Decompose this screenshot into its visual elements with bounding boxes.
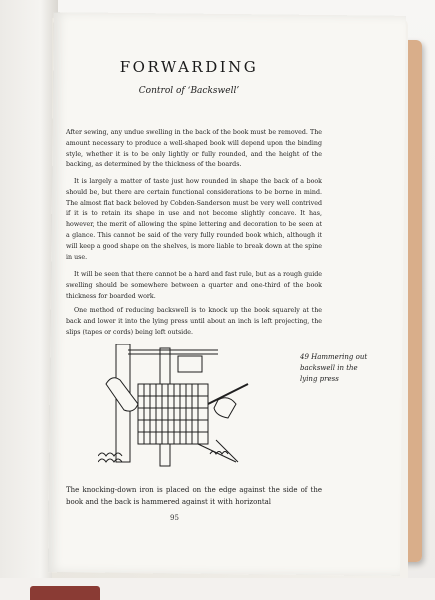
section-subtitle: Control of ‘Backswell’ [138, 86, 240, 96]
paragraph-2: It is largely a matter of taste just how rounded in shape the back of a book should be, but there are certain functional considerations to be borne in mind. The almost flat back beloved by Cobden-Sanderson must be very well contrived if it is to retain its shape in use and not become slightly concave. It has, however, the merit of allowing the spine lettering and decoration to be seen at a glance. This cannot be said of the very fully rounded book which, although it will keep a good shape on the shelves, is more liable to break down at the spine in use. [66, 178, 322, 261]
lying-press-illustration [98, 344, 278, 474]
back-cover-corner [30, 586, 100, 600]
paragraph-3: It will be seen that there cannot be a hard and fast rule, but as a rough guide swelling should be somewhere between a quarter and one-third of the book thickness for boarded work. [66, 271, 322, 300]
chapter-title: FORWARDING [119, 58, 259, 76]
figure-caption: 49 Hammering out backswell in the lying press [300, 353, 368, 383]
paragraph-1: After sewing, any undue swelling in the back of the book must be removed. The amount necessary to produce a well-shaped book will depend upon the binding style, whether it is to be only lightly or fully rounded, and the height of the backing, as determined by the thickness of the boards. [66, 129, 322, 169]
paragraph-5: The knocking-down iron is placed on the edge against the side of the book and the back is hammered against it with horizontal [66, 486, 322, 506]
paragraph-4: One method of reducing backswell is to knock up the book squarely at the back and lower it into the lying press until about an inch is left projecting, the slips (tapes or cords) being left outside. [66, 307, 322, 336]
page-number: 95 [170, 514, 179, 522]
